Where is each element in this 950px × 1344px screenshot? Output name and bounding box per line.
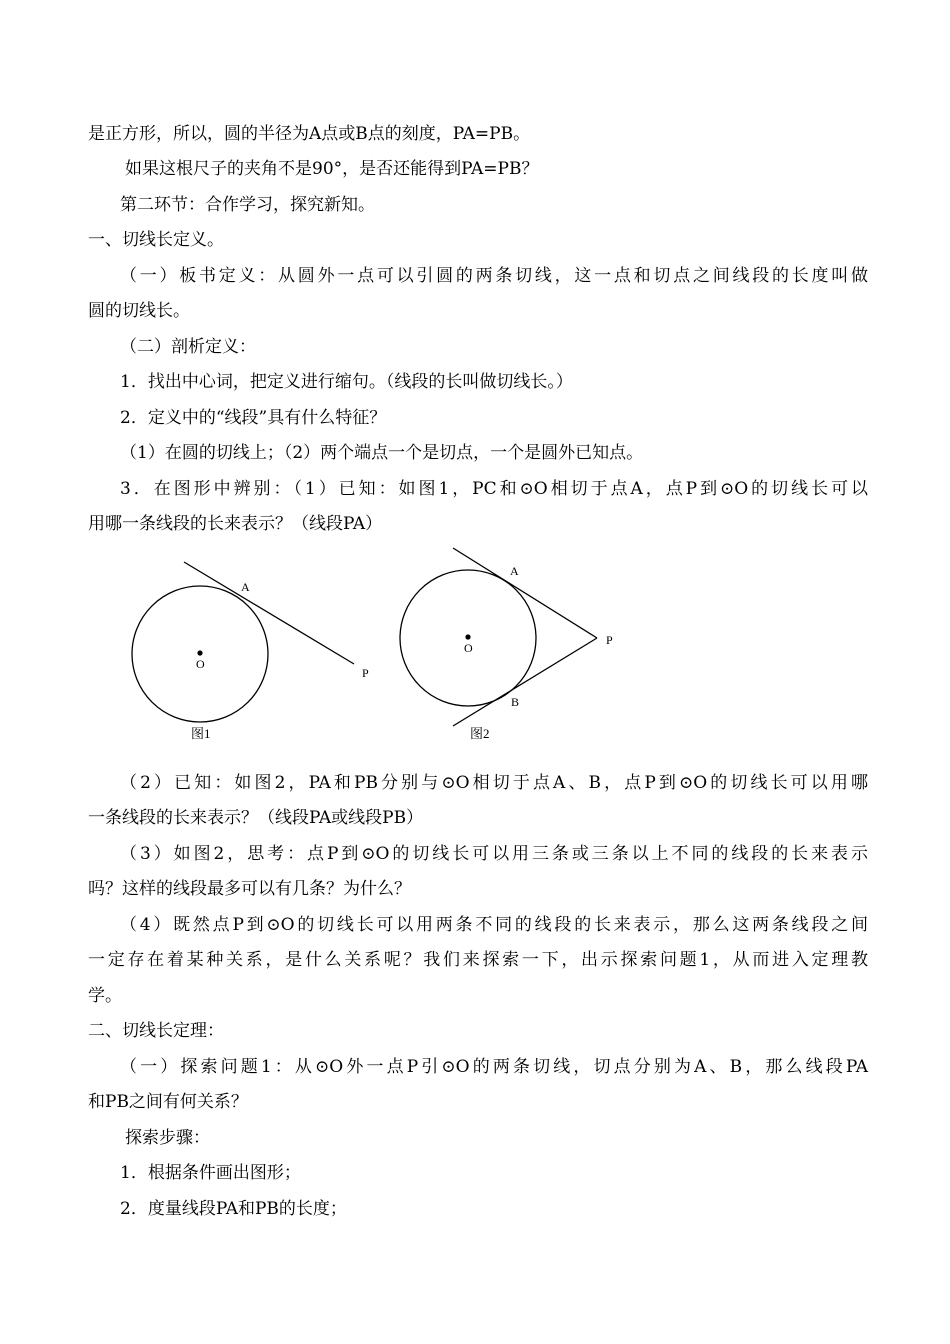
section-heading: 一、切线长定义。 xyxy=(88,230,224,250)
paragraph: 吗？这样的线段最多可以有几条？为什么？ xyxy=(88,879,411,899)
paragraph: （4）既然点P到⊙O的切线长可以用两条不同的线段的长来表示，那么这两条线段之间 xyxy=(120,915,868,935)
paragraph: 第二环节：合作学习，探究新知。 xyxy=(120,195,375,215)
figure-2 xyxy=(390,540,630,745)
paragraph: 学。 xyxy=(88,986,122,1006)
paragraph: （一）探索问题1：从⊙O外一点P引⊙O的两条切线，切点分别为A、B，那么线段PA xyxy=(120,1057,868,1077)
figure-1-label-o: O xyxy=(196,657,205,671)
figure-1-center-dot xyxy=(197,650,202,655)
figure-2-caption: 图2 xyxy=(470,726,490,741)
paragraph: 探索步骤： xyxy=(125,1128,210,1148)
paragraph: 一定存在着某种关系，是什么关系呢？我们来探索一下，出示探索问题1，从而进入定理教 xyxy=(88,950,868,970)
paragraph: 一条线段的长来表示？（线段PA或线段PB） xyxy=(88,808,424,828)
paragraph: （2）已知：如图2，PA和PB分别与⊙O相切于点A、B，点P到⊙O的切线长可以用哪 xyxy=(120,773,868,793)
paragraph: （二）剖析定义： xyxy=(120,337,256,357)
section-heading: 二、切线长定理： xyxy=(88,1021,224,1041)
figure-2-tangent-pa xyxy=(453,548,597,638)
paragraph: 圆的切线长。 xyxy=(88,301,190,321)
figure-2-label-a: A xyxy=(510,564,519,578)
figure-2-label-p: P xyxy=(606,633,613,647)
figure-1 xyxy=(120,550,390,745)
paragraph: 和PB之间有何关系？ xyxy=(88,1092,248,1112)
figure-1-label-a: A xyxy=(241,580,250,594)
paragraph: 1．找出中心词，把定义进行缩句。（线段的长叫做切线长。） xyxy=(120,372,573,392)
figure-2-label-o: O xyxy=(464,641,473,655)
paragraph: 用哪一条线段的长来表示？（线段PA） xyxy=(88,514,383,534)
paragraph: 如果这根尺子的夹角不是90°，是否还能得到PA=PB？ xyxy=(125,159,539,179)
paragraph: 1．根据条件画出图形； xyxy=(120,1163,301,1183)
paragraph: （3）如图2，思考：点P到⊙O的切线长可以用三条或三条以上不同的线段的长来表示 xyxy=(120,844,868,864)
paragraph: 2．度量线段PA和PB的长度； xyxy=(120,1199,347,1219)
paragraph: 是正方形，所以，圆的半径为A点或B点的刻度，PA=PB。 xyxy=(88,124,531,144)
paragraph: 3．在图形中辨别：（1）已知：如图1，PC和⊙O相切于点A，点P到⊙O的切线长可以 xyxy=(120,479,868,499)
figure-2-label-b: B xyxy=(511,695,520,709)
paragraph: 2．定义中的“线段”具有什么特征？ xyxy=(120,408,387,428)
figure-1-caption: 图1 xyxy=(191,726,211,741)
paragraph: （1）在圆的切线上；（2）两个端点一个是切点，一个是圆外已知点。 xyxy=(120,443,644,463)
figure-1-label-p: P xyxy=(362,666,369,680)
paragraph: （一）板书定义：从圆外一点可以引圆的两条切线，这一点和切点之间线段的长度叫做 xyxy=(120,266,868,286)
figure-2-tangent-pb xyxy=(453,638,597,726)
figure-1-tangent-line xyxy=(184,562,354,664)
figure-2-center-dot xyxy=(465,634,470,639)
